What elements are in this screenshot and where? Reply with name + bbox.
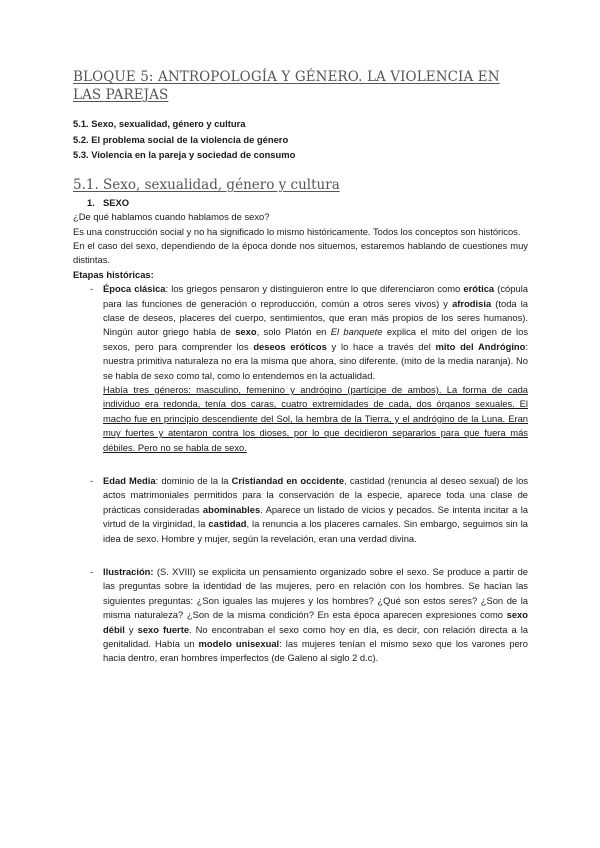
bullet-dash: - (90, 566, 94, 578)
intro-question: ¿De qué hablamos cuando hablamos de sexo? (73, 211, 270, 223)
term: Época clásica (103, 283, 166, 295)
term: modelo unisexual (198, 638, 280, 650)
bullet-text (103, 474, 528, 546)
term: Cristiandad en occidente (231, 475, 345, 487)
term: sexo fuerte (137, 623, 190, 635)
bullet-edad-media (73, 474, 528, 546)
toc-item: 5.1. Sexo, sexualidad, género y cultura (73, 118, 246, 129)
term: erótica (463, 283, 495, 295)
term: Edad Media (103, 475, 156, 487)
toc-item: 5.3. Violencia en la pareja y sociedad de consumo (73, 149, 296, 161)
section-title: 5.1. Sexo, sexualidad, género y cultura (73, 177, 340, 194)
text-run: explica el mito del origen de los sexos, pero para comprender los (103, 326, 529, 352)
bullet-dash: - (90, 475, 94, 487)
text-run: y (124, 623, 138, 635)
term: deseos eróticos (253, 340, 327, 352)
term: mito del Andrógino (435, 340, 526, 352)
bullet-text (103, 565, 528, 666)
text-run: (toda la clase de deseos, placeres del cuerpo, sentimientos, que eran más propios de los seres humanos). Ningún autor griego habla de (103, 297, 529, 338)
bullet-ilustracion (73, 565, 528, 666)
subsection-number: 1. (87, 197, 95, 209)
text-run: : nuestra primitiva naturaleza no era la misma que ahora, sino diferente. (mito de la media naranja). No se habla de sexo como tal, como lo entendemos en la actualidad. (103, 340, 528, 381)
stages-label: Etapas históricas: (73, 268, 154, 280)
document-page (73, 68, 528, 666)
bullet-text (103, 282, 528, 383)
term: sexo débil (103, 609, 528, 635)
text-run: : las mujeres tenían el mismo sexo que los varones pero hacia dentro, eran hombres imperfectos (de Galeno al siglo 2 d.c). (103, 638, 528, 664)
text-run: : dominio de la la (155, 475, 232, 487)
underlined-paragraph: Había tres géneros: masculino, femenino y andrógino (partícipe de ambos). La forma de cada individuo era redonda, tenía dos caras, cuatro extremidades de cada, dos órganos sexuales. El macho fue en principio descendiente del Sol, la hembra de la Tierra, y el andrógino de la Luna. Eran muy fuertes y atentaron contra los dioses, por lo que decidieron separarlos para que fuera más débiles. Pero no se habla de sexo. (103, 383, 528, 453)
toc-item: 5.2. El problema social de la violencia de género (73, 133, 289, 145)
term: Ilustración: (103, 566, 154, 578)
term: sexo (235, 326, 257, 338)
text-run: (cópula para las funciones de generación o reproducción, común a otros seres vivos) y (103, 283, 528, 309)
term: afrodisia (452, 297, 492, 309)
text-run: . Aparece un listado de vicios y pecados. Se intenta incitar a la virtud de la virginidad, la (103, 503, 528, 530)
text-run: (S. XVIII) se explicita un pensamiento organizado sobre el sexo. Se produce a partir de las preguntas sobre la identidad de las mujeres, pero en relación con los hombres. Se hacían las siguientes preguntas: ¿Son iguales las mujeres y los hombres? ¿Qué son estos seres? ¿Son de la misma naturaleza? ¿Son de la misma condición? En esta época aparecen expresiones como (103, 566, 528, 621)
book-title: El banquete (330, 326, 383, 338)
table-of-contents (73, 116, 528, 163)
intro-paragraph-1: Es una construcción social y no ha significado lo mismo históricamente. Todos los conceptos son históricos. (73, 225, 521, 237)
subsection-heading (73, 196, 528, 210)
subsection-label: SEXO (103, 197, 130, 209)
text-run: : los griegos pensaron y distinguieron entre lo que diferenciaron como (165, 283, 464, 295)
text-run: . No encontraban el sexo como hoy en día, es decir, con relación directa a la genitalidad. Había un (103, 623, 528, 650)
bullet-dash: - (90, 283, 94, 295)
text-run: y lo hace a través del (326, 340, 436, 352)
bullet-epoca-clasica (73, 282, 528, 455)
term: castidad (208, 518, 247, 530)
block-title: BLOQUE 5: ANTROPOLOGÍA Y GÉNERO. LA VIOLENCIA EN LAS PAREJAS (73, 69, 500, 103)
text-run: , la renuncia a los placeres carnales. Sin embargo, seguimos sin la idea de sexo. Hombre y mujer, según la revelación, eran una verdad divina. (103, 518, 528, 544)
text-run: , castidad (renuncia al deseo sexual) de los actos matrimoniales permitidos para la conservación de la especie, aparece toda una clase de prácticas consideradas (103, 475, 529, 515)
term: abominables (202, 503, 261, 515)
intro-paragraph-2: En el caso del sexo, dependiendo de la época donde nos situemos, estaremos hablando de cuestiones muy distintas. (73, 239, 528, 266)
text-run: , solo Platón en (256, 326, 331, 338)
